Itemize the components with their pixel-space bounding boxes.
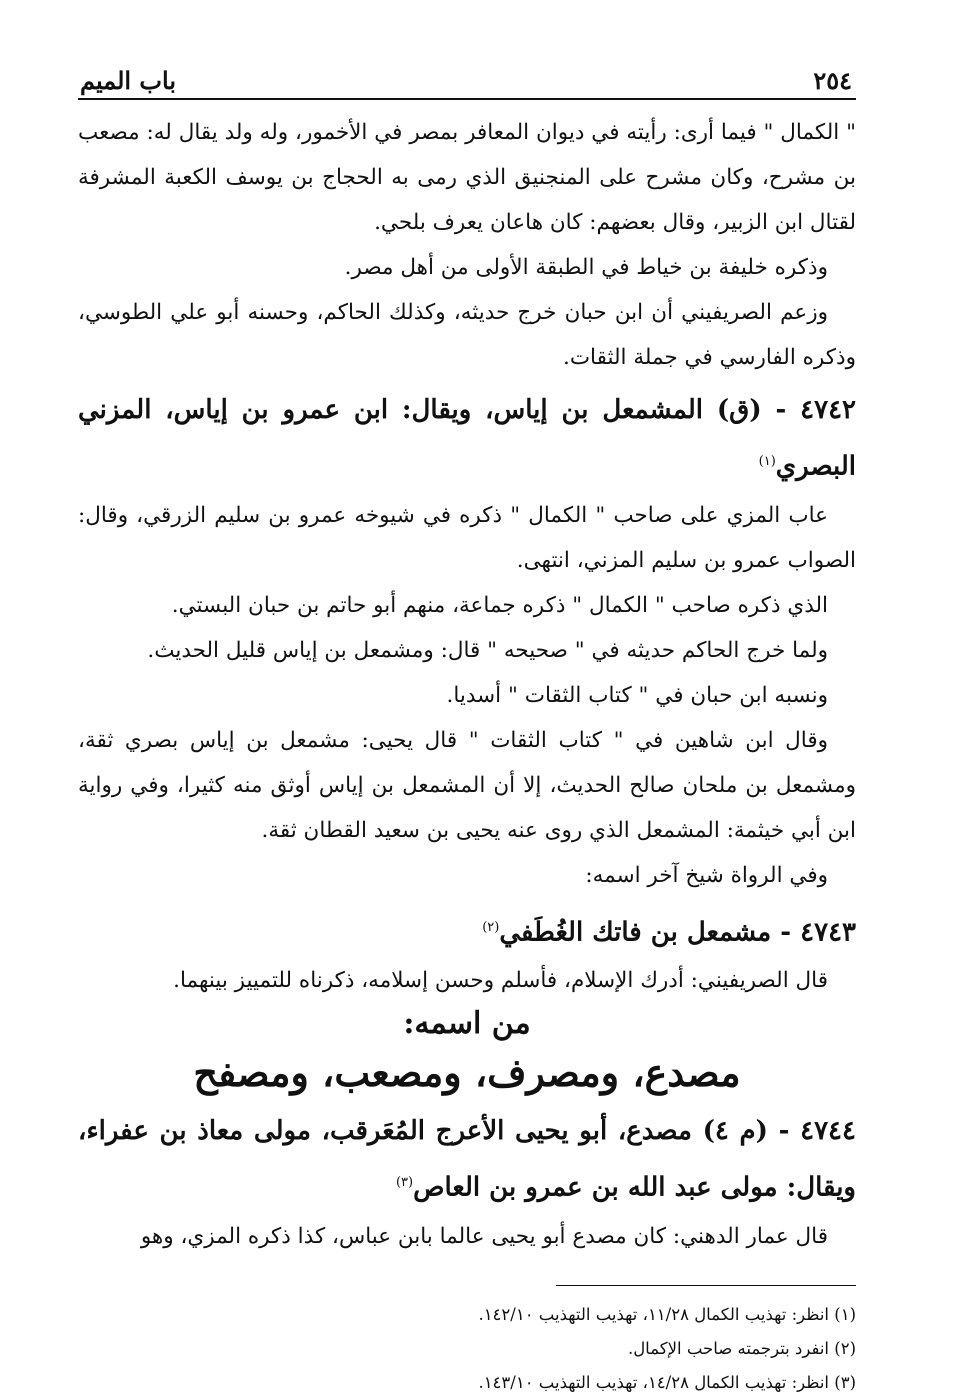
footnote: (١) انظر: تهذيب الكمال ١١/٢٨، تهذيب التهذيب ١٤٢/١٠. — [478, 1304, 856, 1324]
paragraph: الذي ذكره صاحب " الكمال " ذكره جماعة، منهم أبو حاتم بن حبان البستي. — [171, 592, 828, 618]
page-number: ٢٥٤ — [813, 66, 852, 95]
paragraph: قال الصريفيني: أدرك الإسلام، فأسلم وحسن إسلامه، ذكرناه للتمييز بينهما. — [173, 968, 828, 994]
footnote-ref: (٢) — [482, 919, 500, 935]
footnote-ref: (١) — [758, 454, 776, 469]
entry-heading-4743 — [78, 902, 856, 959]
paragraph: وزعم الصريفيني أن ابن حبان خرج حديثه، وكذلك الحاكم، وحسنه أبو علي الطوسي، وذكره الفارسي في جملة الثقات. — [78, 300, 856, 370]
section-title-large: مصدع، ومصرف، ومصعب، ومصفح — [193, 1050, 741, 1096]
main-text — [78, 110, 856, 1259]
footnote: (٢) انفرد بترجمته صاحب الإكمال. — [627, 1338, 856, 1358]
footnote-ref: (٣) — [395, 1175, 414, 1191]
paragraph: " الكمال " فيما أرى: رأيته في ديوان المعافر بمصر في الأخمور، وله ولد يقال له: مصعب بن مشرح، وكان مشرح على المنجنيق الذي رمى به الحجاج بن يوسف الكعبة المشرفة لقتال ابن الزبير، وقال بعضهم: كان هاعان يعرف بلحي. — [78, 120, 856, 235]
paragraph: وذكره خليفة بن خياط في الطبقة الأولى من أهل مصر. — [344, 255, 828, 280]
paragraph: وقال ابن شاهين في " كتاب الثقات " قال يحيى: مشمعل بن إياس بصري ثقة، ومشمعل بن ملحان صالح الحديث، إلا أن المشمعل بن إياس أوثق منه كثيرا، وفي رواية ابن أبي خيثمة: المشمعل الذي روى عنه يحيى بن سعيد القطان ثقة. — [78, 727, 856, 843]
entry-heading-text: ٤٧٤٤ - (م ٤) مصدع، أبو يحيى الأعرج المُعَرقب، مولى معاذ بن عفراء، ويقال: مولى عبد الله بن عمرو بن العاص — [78, 1116, 856, 1203]
paragraph: ونسبه ابن حبان في " كتاب الثقات " أسديا. — [446, 682, 828, 708]
entry-heading-4744 — [78, 1105, 856, 1214]
entry-heading-text: ٤٧٤٢ - (ق) المشمعل بن إياس، ويقال: ابن عمرو بن إياس، المزني البصري — [78, 395, 856, 482]
footnotes — [78, 1298, 856, 1400]
paragraph: قال عمار الدهني: كان مصدع أبو يحيى عالما بابن عباس، كذا ذكره المزي، وهو — [140, 1223, 828, 1249]
book-page — [78, 58, 856, 1400]
paragraph: ولما خرج الحاكم حديثه في " صحيحه " قال: ومشمعل بن إياس قليل الحديث. — [147, 637, 828, 663]
entry-heading-text: ٤٧٤٣ - مشمعل بن فاتك الغُطَفي — [499, 917, 856, 948]
chapter-title: باب الميم — [80, 66, 177, 95]
entry-heading-4742 — [78, 384, 856, 493]
footnote-divider — [556, 1285, 856, 1286]
running-header — [78, 58, 856, 100]
paragraph: وفي الرواة شيخ آخر اسمه: — [585, 862, 828, 888]
paragraph: عاب المزي على صاحب " الكمال " ذكره في شيوخه عمرو بن سليم الزرقي، وقال: الصواب عمرو بن سليم المزني، انتهى. — [78, 502, 856, 573]
section-title-small: من اسمه: — [403, 1006, 531, 1042]
footnote: (٣) انظر: تهذيب الكمال ١٤/٢٨، تهذيب التهذيب ١٤٣/١٠. — [478, 1372, 856, 1392]
